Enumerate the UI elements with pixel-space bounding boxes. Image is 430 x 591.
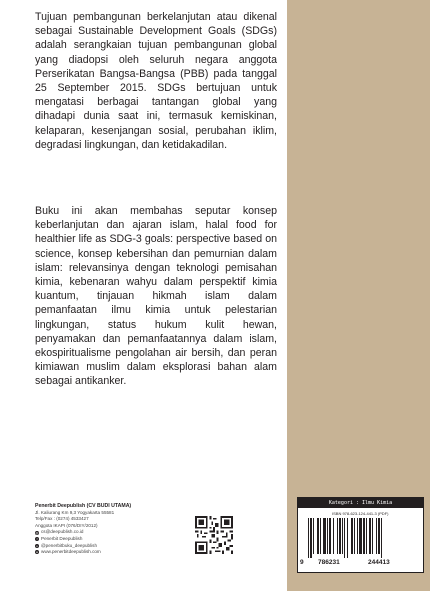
blurb-paragraph-1: Tujuan pembangunan berkelanjutan atau dikenal sebagai Sustainable Development Goals (SDGs) adalah serangkaian tujuan pembangunan global yang diadopsi oleh seluruh negara anggota Perserikatan Bangsa-Bangsa (PBB) pada tanggal 25 September 2015. SDGs bertujuan untuk mengatasi berbagai tantangan global yang dihadapi dunia saat ini, termasuk kemiskinan, kelaparan, kesenjangan sosial, perubahan iklim, degradasi lingkungan, dan ketidakadilan. <box>35 11 277 151</box>
publisher-facebook-row <box>35 536 185 543</box>
barcode-digits-left: 786231 <box>318 559 340 566</box>
barcode-bar <box>359 518 362 554</box>
publisher-member: Anggota IKAPI (076/DIY/2012) <box>35 522 98 528</box>
barcode-bar <box>323 518 326 554</box>
barcode-bar <box>320 518 321 554</box>
globe-icon: w <box>35 550 39 555</box>
barcode-icon <box>306 518 418 558</box>
barcode-bar <box>347 518 348 558</box>
barcode-bar <box>313 518 314 554</box>
barcode-bar <box>354 518 355 554</box>
publisher-info <box>35 503 185 556</box>
barcode-bar <box>381 518 382 558</box>
barcode-bar <box>351 518 353 554</box>
publisher-website: www.penerbitdeepublish.com <box>41 549 101 555</box>
facebook-icon: f <box>36 537 38 542</box>
publisher-instagram-row <box>35 543 185 550</box>
publisher-website-row <box>35 549 185 556</box>
publisher-phone: Telp/Fax : (0274) 4533427 <box>35 516 89 522</box>
publisher-facebook: Penerbit Deepublish <box>41 535 83 541</box>
publisher-instagram: @penerbitbuku_deepublish <box>41 542 98 548</box>
isbn-label: ISBN 978-623-124-441-3 (PDF) <box>332 511 389 516</box>
blurb-paragraph-2: Buku ini akan membahas seputar konsep keberlanjutan dan ajaran islam, halal food for healthier life as SDG-3 goals: perspective based on science, konsep kebersihan dan pemurnian dalam islam: relevansinya dengan teknologi pemisahan kimia, kebenaran wahyu dalam perspektif kimia kuantum, tinjauan hikmah islam dalam pemanfaatan ilmu kimia untuk pelestarian lingkungan, status hukum kulit hewan, penyamakan dan pemanfaatannya dalam islam, ekospiritualisme pengolahan air bersih, dan peran kimiawan muslim dalam eksplorasi bahan alam sebagai antikanker. <box>35 205 277 388</box>
publisher-email-row <box>35 529 185 536</box>
publisher-name: Penerbit Deepublish (CV BUDI UTAMA) <box>35 503 132 509</box>
barcode-bar <box>342 518 343 554</box>
barcode-panel <box>297 497 424 573</box>
barcode-bar <box>337 518 338 554</box>
barcode-bar <box>357 518 358 554</box>
barcode-bar <box>369 518 371 554</box>
barcode-bar <box>339 518 341 554</box>
barcode-bar <box>329 518 331 554</box>
barcode-bar <box>327 518 328 554</box>
barcode-bar <box>333 518 334 554</box>
barcode-bar <box>372 518 373 554</box>
email-icon: @ <box>35 530 39 535</box>
qr-code-icon <box>195 516 233 554</box>
publisher-email: cs@deepublish.co.id <box>41 529 84 535</box>
barcode-bar <box>363 518 365 554</box>
barcode-digits-right: 244413 <box>368 559 390 566</box>
barcode-bar <box>308 518 309 558</box>
barcode-bar <box>310 518 312 558</box>
instagram-icon: o <box>36 543 38 548</box>
barcode-bar <box>317 518 319 554</box>
category-label: Kategori : Ilmu Kimia <box>298 498 423 508</box>
barcode-digit-first: 9 <box>300 559 304 566</box>
barcode-bar <box>378 518 380 554</box>
barcode-bar <box>366 518 367 554</box>
barcode-bar <box>344 518 345 558</box>
publisher-address: Jl. Kaliurang Km 9,3 Yogyakarta 55581 <box>35 509 115 515</box>
barcode-bar <box>376 518 377 554</box>
